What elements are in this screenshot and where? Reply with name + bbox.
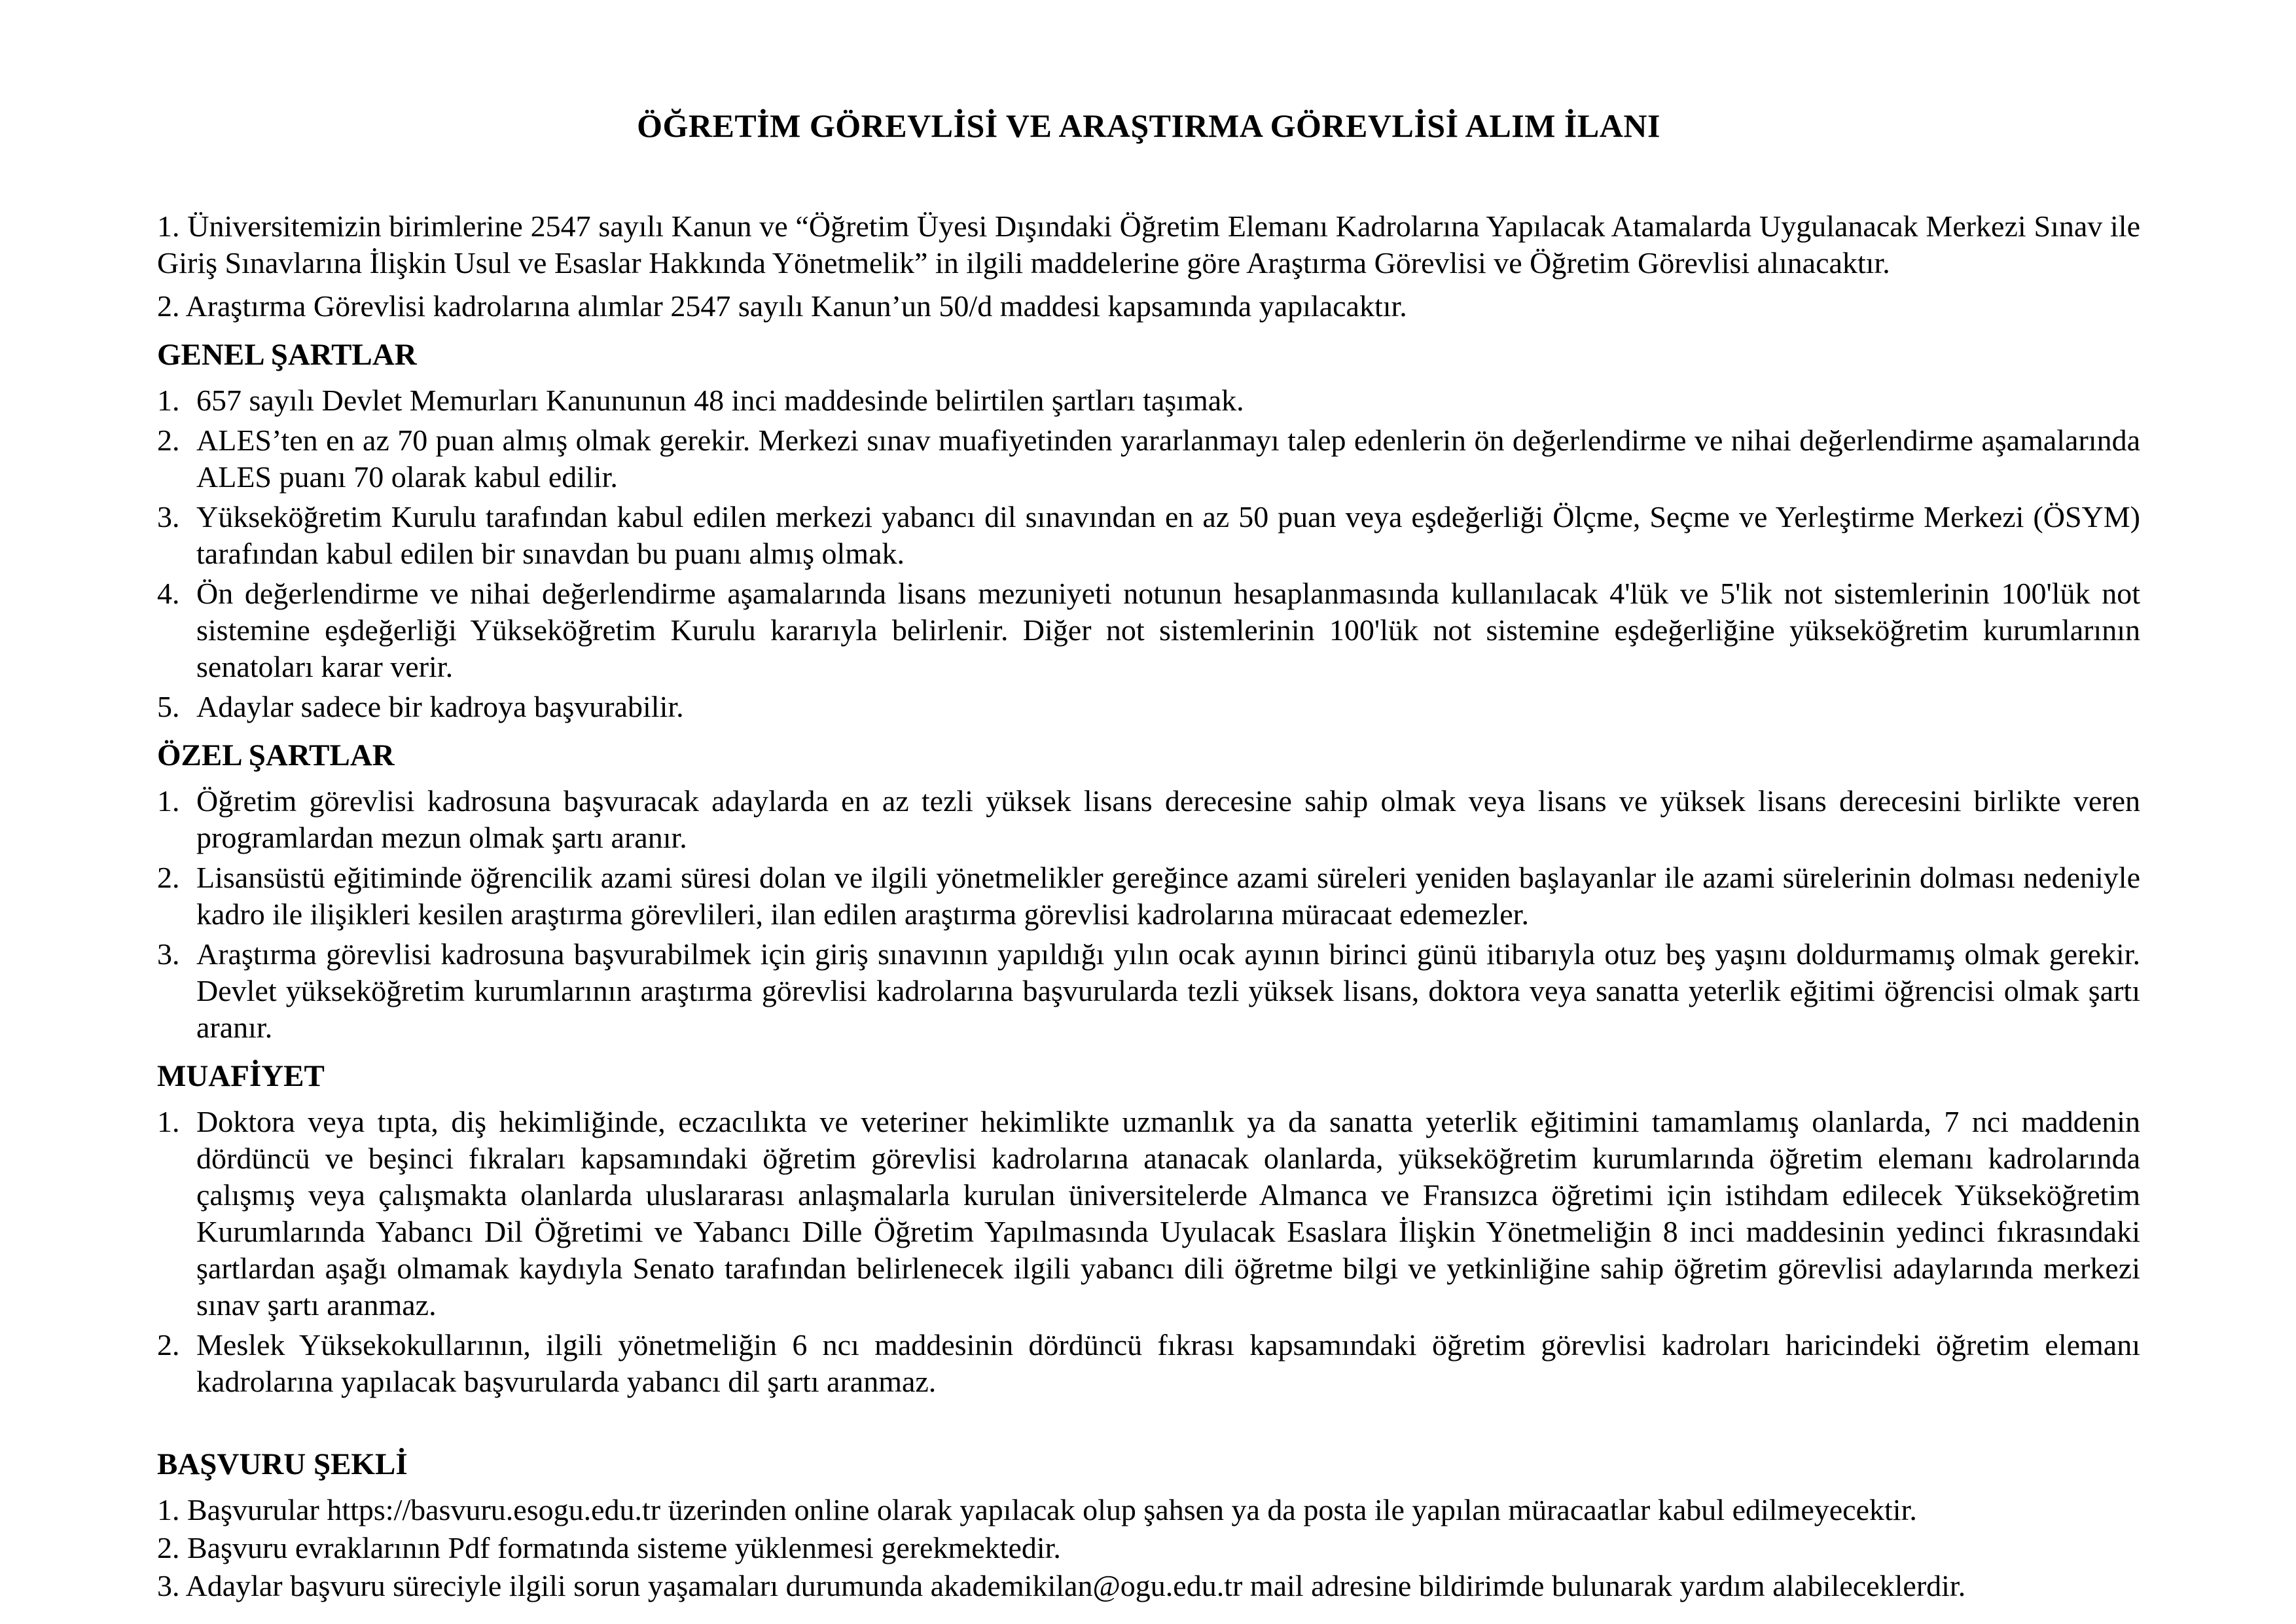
list-item-number: 2. bbox=[157, 289, 180, 323]
list-item bbox=[157, 422, 2140, 496]
ozel-sartlar-list bbox=[157, 783, 2140, 1046]
list-item-text: Araştırma görevlisi kadrosuna başvurabilmek için giriş sınavının yapıldığı yılın ocak ayının birinci günü itibarıyla otuz beş yaşını doldurmamış olmak gerekir. Devlet yükseköğretim kurumlarının araştırma görevlisi kadrolarına başvurularda tezli yüksek lisans, doktora veya sanatta yeterlik eğitimi öğrencisi olmak şartı aranır. bbox=[196, 937, 2140, 1044]
list-item bbox=[157, 936, 2140, 1046]
list-item-text: Meslek Yüksekokullarının, ilgili yönetmeliğin 6 ncı maddesinin dördüncü fıkrası kapsamındaki öğretim görevlisi kadroları haricindeki öğretim elemanı kadrolarına yapılacak başvurularda yabancı dil şartı aranmaz. bbox=[196, 1328, 2140, 1398]
list-item-text: Lisansüstü eğitiminde öğrencilik azami süresi dolan ve ilgili yönetmelikler gereğince azami süreleri yeniden başlayanlar ile azami sürelerinin dolması nedeniyle kadro ile ilişikleri kesilen araştırma görevlileri, ilan edilen araştırma görevlisi kadrolarına müracaat edemezler. bbox=[196, 861, 2140, 931]
list-item-number: 2. bbox=[157, 1328, 180, 1362]
list-item bbox=[157, 1568, 2140, 1604]
list-item-text: Doktora veya tıpta, diş hekimliğinde, eczacılıkta ve veteriner hekimlikte uzmanlık ya da sanatta yeterlik eğitimini tamamlamış olanlarda, 7 nci maddenin dördüncü ve beşinci fıkraları kapsamındaki öğretim görevlisi kadrolarına atanacak olanlarda, yükseköğretim kurumlarında öğretim elemanı kadrolarında çalışmış veya çalışmakta olanlarda uluslararası anlaşmalarla kurulan üniversitelerde Almanca ve Fransızca öğretimi için istihdam edilecek Yükseköğretim Kurumlarında Yabancı Dil Öğretimi ve Yabancı Dille Öğretim Yapılmasında Uyulacak Esaslara İlişkin Yönetmeliğin 8 inci maddesinin yedinci fıkrasındaki şartlardan aşağı olmamak kaydıyla Senato tarafından belirlenecek ilgili yabancı dili öğretme bilgi ve yetkinliğine sahip öğretim görevlisi adaylarında merkezi sınav şartı aranmaz. bbox=[196, 1105, 2140, 1322]
intro-item bbox=[157, 208, 2140, 281]
list-item bbox=[157, 575, 2140, 685]
list-item-number: 1. bbox=[157, 1105, 180, 1138]
list-item-text: Adaylar başvuru süreciyle ilgili sorun yaşamaları durumunda akademikilan@ogu.edu.tr mail adresine bildirimde bulunarak yardım alabileceklerdir. bbox=[185, 1569, 1966, 1602]
section-muafiyet bbox=[157, 1058, 2140, 1400]
list-item-number: 5. bbox=[157, 690, 180, 723]
list-item bbox=[157, 783, 2140, 856]
list-item-number: 1. bbox=[157, 1493, 180, 1526]
list-item-number: 1. bbox=[157, 384, 180, 417]
section-heading-genel-sartlar: GENEL ŞARTLAR bbox=[157, 338, 417, 372]
section-heading-muafiyet: MUAFİYET bbox=[157, 1059, 325, 1093]
list-item-number: 1. bbox=[157, 784, 180, 818]
list-item-text: Yükseköğretim Kurulu tarafından kabul edilen merkezi yabancı dil sınavından en az 50 puan veya eşdeğerliği Ölçme, Seçme ve Yerleştirme Merkezi (ÖSYM) tarafından kabul edilen bir sınavdan bu puanı almış olmak. bbox=[196, 500, 2140, 570]
muafiyet-list bbox=[157, 1104, 2140, 1400]
list-item bbox=[157, 1104, 2140, 1324]
list-item-text: Araştırma Görevlisi kadrolarına alımlar 2547 sayılı Kanun’un 50/d maddesi kapsamında yapılacaktır. bbox=[185, 289, 1407, 323]
list-item-text: Başvuru evraklarının Pdf formatında sisteme yüklenmesi gerekmektedir. bbox=[187, 1531, 1061, 1564]
page-title: ÖĞRETİM GÖREVLİSİ VE ARAŞTIRMA GÖREVLİSİ ALIM İLANI bbox=[637, 107, 1660, 144]
list-item-number: 2. bbox=[157, 861, 180, 894]
list-item-number: 2. bbox=[157, 424, 180, 457]
intro-section bbox=[157, 208, 2140, 325]
list-item-number: 4. bbox=[157, 577, 180, 610]
section-heading-ozel-sartlar: ÖZEL ŞARTLAR bbox=[157, 738, 395, 772]
list-item-number: 2. bbox=[157, 1531, 180, 1564]
section-heading-basvuru-sekli: BAŞVURU ŞEKLİ bbox=[157, 1447, 408, 1481]
list-item bbox=[157, 1492, 2140, 1528]
list-item bbox=[157, 382, 2140, 419]
section-ozel-sartlar bbox=[157, 737, 2140, 1046]
genel-sartlar-list bbox=[157, 382, 2140, 725]
list-item-number: 3. bbox=[157, 500, 180, 533]
list-item-text: Başvurular https://basvuru.esogu.edu.tr üzerinden online olarak yapılacak olup şahsen ya da posta ile yapılan müracaatlar kabul edilmeyecektir. bbox=[187, 1493, 1917, 1526]
list-item-text: ALES’ten en az 70 puan almış olmak gerekir. Merkezi sınav muafiyetinden yararlanmayı talep edenlerin ön değerlendirme ve nihai değerlendirme aşamalarında ALES puanı 70 olarak kabul edilir. bbox=[196, 424, 2140, 494]
section-genel-sartlar bbox=[157, 336, 2140, 725]
list-item-text: Adaylar sadece bir kadroya başvurabilir. bbox=[196, 690, 684, 723]
list-item bbox=[157, 689, 2140, 725]
section-basvuru-sekli bbox=[157, 1446, 2140, 1604]
intro-item bbox=[157, 288, 2140, 325]
list-item-text: Öğretim görevlisi kadrosuna başvuracak adaylarda en az tezli yüksek lisans derecesine sahip olmak veya lisans ve yüksek lisans derecesini birlikte veren programlardan mezun olmak şartı aranır. bbox=[196, 784, 2140, 854]
list-item-number: 3. bbox=[157, 937, 180, 971]
list-item-number: 1. bbox=[157, 209, 180, 243]
list-item bbox=[157, 1327, 2140, 1400]
list-item bbox=[157, 1530, 2140, 1566]
list-item-text: 657 sayılı Devlet Memurları Kanununun 48 inci maddesinde belirtilen şartları taşımak. bbox=[196, 384, 1244, 417]
list-item-text: Üniversitemizin birimlerine 2547 sayılı Kanun ve “Öğretim Üyesi Dışındaki Öğretim Elemanı Kadrolarına Yapılacak Atamalarda Uygulanacak Merkezi Sınav ile Giriş Sınavlarına İlişkin Usul ve Esaslar Hakkında Yönetmelik” in ilgili maddelerine göre Araştırma Görevlisi ve Öğretim Görevlisi alınacaktır. bbox=[157, 209, 2140, 280]
list-item bbox=[157, 859, 2140, 933]
list-item bbox=[157, 499, 2140, 572]
list-item-text: Ön değerlendirme ve nihai değerlendirme aşamalarında lisans mezuniyeti notunun hesaplanmasında kullanılacak 4'lük ve 5'lik not sistemlerinin 100'lük not sistemine eşdeğerliği Yükseköğretim Kurulu kararıyla belirlenir. Diğer not sistemlerinin 100'lük not sistemine eşdeğerliğine yükseköğretim kurumlarının senatoları karar verir. bbox=[196, 577, 2140, 683]
list-item-number: 3. bbox=[157, 1569, 180, 1602]
